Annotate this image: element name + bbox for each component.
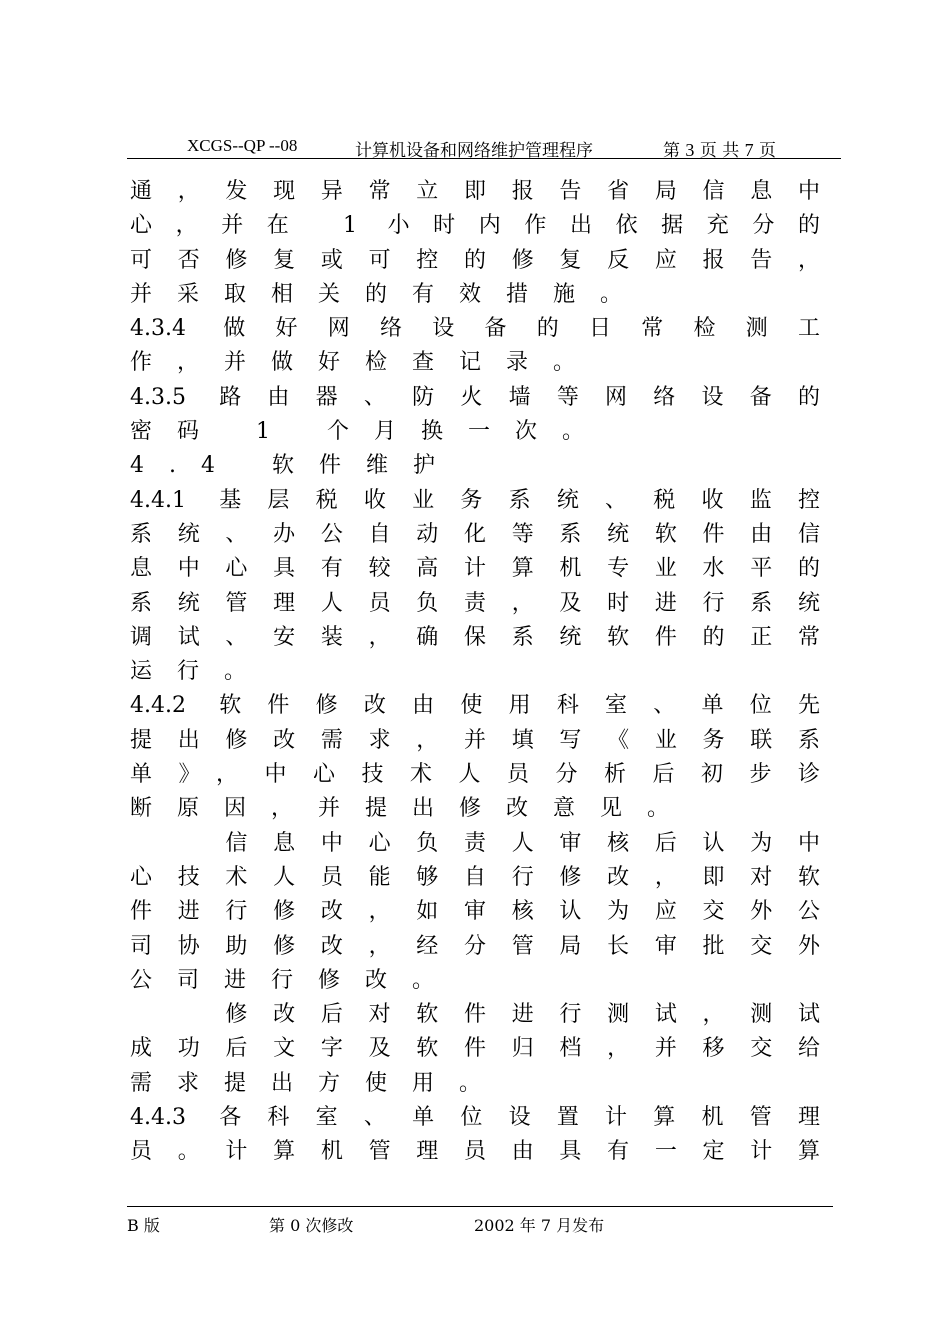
text-line: 密码 1 个月换一次。 [130, 419, 609, 445]
page-header [127, 132, 841, 159]
text-line: 司协助修改，经分管局长审批交外 [130, 933, 820, 959]
text-line: 公司进行修改。 [130, 967, 460, 993]
text-line: 4.4.2 软件修改由使用科室、单位先 [130, 693, 820, 719]
text-line: 可否修复或可控的修复反应报告， [130, 247, 820, 273]
page-indicator [663, 136, 776, 161]
text-line: 通，发现异常立即报告省局信息中 [130, 179, 820, 204]
text-line: 4.3.4 做好网络设备的日常检测工 [130, 316, 820, 342]
page-mid: 页 共 [699, 141, 740, 161]
text-line: 作，并做好检查记录。 [130, 350, 601, 376]
release-date: 2002 年 7 月发布 [474, 1216, 605, 1235]
text-line: 单》，中心技术人员分析后初步诊 [130, 762, 820, 788]
document-title: 计算机设备和网络维护管理程序 [355, 141, 593, 161]
version-label: B 版 [127, 1216, 160, 1235]
text-line: 4.3.5 路由器、防火墙等网络设备的 [130, 384, 820, 410]
text-line: 4.4.3 各科室、单位设置计算机管理 [130, 1105, 820, 1131]
document-body [130, 175, 820, 1170]
text-line: 心，并在 1 小时内作出依据充分的 [130, 213, 820, 239]
text-line: 心技术人员能够自行修改，即对软 [130, 864, 820, 890]
text-line: 断原因，并提出修改意见。 [130, 796, 695, 822]
text-line: 调试、安装，确保系统软件的正常 [130, 624, 820, 650]
text-line: 并采取相关的有效措施。 [130, 281, 648, 307]
text-line: 成功后文字及软件归档，并移交给 [130, 1036, 820, 1062]
text-line: 提出修改需求，并填写《业务联系 [130, 727, 820, 753]
text-line: 件进行修改，如审核认为应交外公 [130, 899, 820, 925]
text-line: 需求提出方使用。 [130, 1070, 507, 1096]
revision-label: 第 0 次修改 [269, 1216, 354, 1235]
text-line: 息中心具有较高计算机专业水平的 [130, 556, 820, 582]
page-suffix: 页 [759, 141, 777, 161]
text-line: 系统管理人员负责，及时进行系统 [130, 590, 820, 616]
document-code: XCGS--QP --08 [187, 136, 298, 155]
section-heading: 4.4 软件维护 [130, 453, 460, 479]
text-line: 修改后对软件进行测试，测试 [130, 1002, 820, 1028]
page-prefix: 第 [663, 141, 680, 161]
page-footer [127, 1206, 833, 1237]
text-line: 员。计算机管理员由具有一定计算 [130, 1139, 820, 1165]
text-line: 4.4.1 基层税收业务系统、税收监控 [130, 487, 820, 513]
page-current: 3 [685, 140, 695, 160]
text-line: 运行。 [130, 659, 272, 685]
page-total: 7 [744, 140, 754, 160]
text-line: 系统、办公自动化等系统软件由信 [130, 521, 820, 547]
text-line: 信息中心负责人审核后认为中 [130, 830, 820, 856]
